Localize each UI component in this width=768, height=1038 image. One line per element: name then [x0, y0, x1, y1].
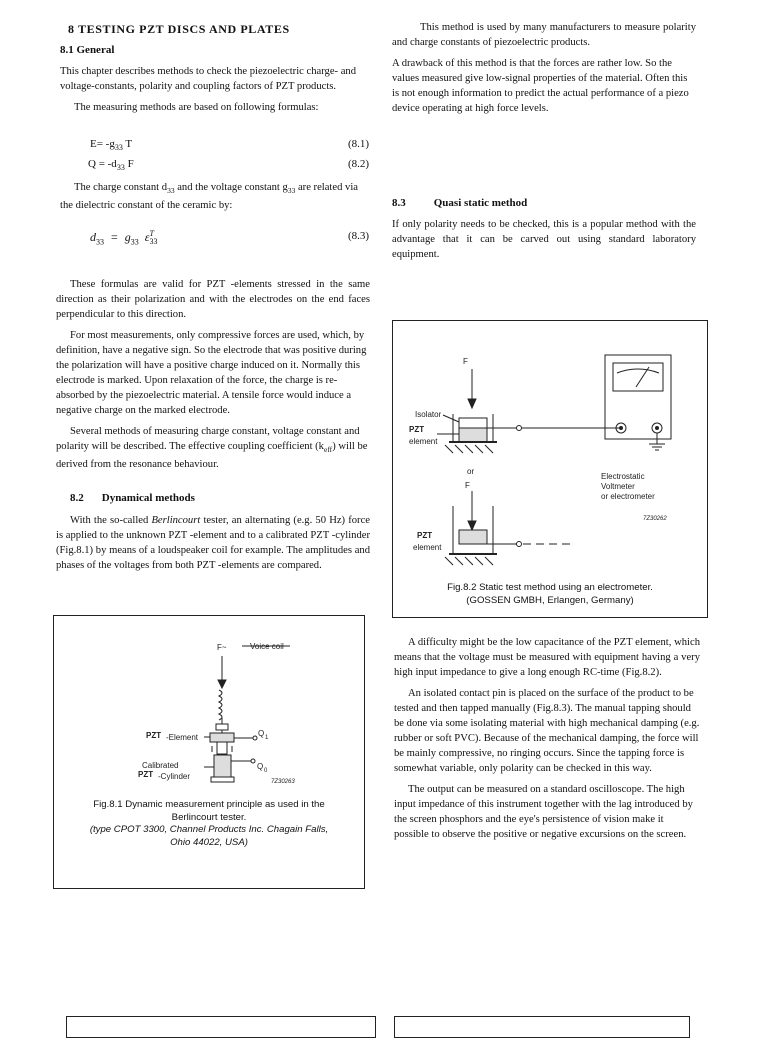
- pzt-element-block: [210, 733, 234, 742]
- fig81-code: 7Z30263: [271, 779, 295, 785]
- figure-8-1-diagram: [54, 616, 364, 796]
- left-column-berlincourt: [56, 513, 370, 579]
- equation-8-2: $Q = -d_{33}$ F: [88, 158, 134, 173]
- fig81-label-calibrated: Calibrated: [142, 761, 179, 770]
- fig82-label-element-bottom: element: [413, 543, 442, 552]
- paragraph-several-methods: Several methods of measuring charge constant, voltage constant and polarity will be described. The effective coupling coefficient $(k_{eff})$ will be derived from the resonance behaviour.: [56, 426, 368, 471]
- fig81-label-q1: Q: [258, 729, 265, 738]
- pzt-element-bottom: [459, 530, 487, 544]
- voice-coil-winding: [219, 690, 222, 720]
- fig82-label-electrostatic: Electrostatic: [601, 472, 645, 481]
- fig81-label-element: -Element: [166, 733, 199, 742]
- equation-number-8-3: (8.3): [348, 230, 370, 242]
- calibrated-cylinder-block: [214, 755, 231, 777]
- right-column-quasi: [392, 217, 696, 268]
- paragraph-valid: These formulas are valid for PZT -elements stressed in the same direction as their polarization and with the electrodes on the end faces perpendicular to this direction.: [56, 279, 370, 320]
- equation-number-8-1: (8.1): [348, 138, 370, 150]
- fig81-label-pzt-cylinder: PZT: [138, 770, 154, 779]
- next-figure-box-left: [66, 1016, 376, 1038]
- fig81-label-pzt-element: PZT: [146, 731, 162, 740]
- figure-8-1: [53, 615, 365, 889]
- equation-8-1: $E= -g_{33}$ T: [90, 138, 133, 153]
- fig82-label-f-top: F: [463, 357, 468, 366]
- paragraph-compressive: For most measurements, only compressive forces are used, which, by definition, have a negative sign. So the electrode that was positive during the polarization will have a positive charge induced on it. Normally this electrode is marked. Upon relaxation of the force, the charge is re-absorbed by the piezoelectric material. A tensile force would induce a negative charge on the marked electrode.: [56, 330, 367, 416]
- figure-8-2-caption: Fig.8.2 Static test method using an electrometer. (GOSSEN GMBH, Erlangen, Germany): [447, 582, 653, 606]
- equation-number-8-2: (8.2): [348, 158, 370, 170]
- left-column-body: [56, 277, 370, 478]
- pzt-element-top: [459, 428, 487, 442]
- paragraph-quasi-static: If only polarity needs to be checked, this is a popular method with the advantage that it can be carved out using standard laboratory equipment.: [392, 219, 696, 260]
- section-heading-dynamical: 8.2 Dynamical methods: [70, 492, 195, 504]
- fig81-label-q0: Q: [257, 762, 264, 771]
- paragraph-charge-constant: The charge constant $d_{33}$ and the voltage constant $g_{33}$ are related via the dielectric constant of the ceramic by:: [60, 182, 358, 212]
- fig82-label-element-top: element: [409, 437, 438, 446]
- fig81-label-cylinder: -Cylinder: [158, 772, 191, 781]
- figure-8-2: [392, 320, 708, 618]
- figure-8-1-caption: Fig.8.1 Dynamic measurement principle as used in the Berlincourt tester. (type CPOT 3300, Channel Products Inc. Chagain Falls, Ohio 44022, USA): [89, 799, 329, 848]
- paragraph-method-used: This method is used by many manufacturers to measure polarity and charge constants of piezoelectric products.: [392, 22, 696, 48]
- equation-8-3: $d_{33} = g_{33}$ ε T 33: [90, 229, 158, 247]
- chapter-heading: 8 TESTING PZT DISCS AND PLATES: [68, 22, 290, 36]
- paragraph-oscilloscope: The output can be measured on a standard oscilloscope. The high input impedance of this instrument together with the lag introduced by the screen phosphors and the eye's persistence of vision make it possible to observe the positive or negative excursions on the screen.: [394, 784, 693, 840]
- section-heading-general: 8.1 General: [60, 44, 115, 56]
- paragraph-difficulty: A difficulty might be the low capacitance of the PZT element, which means that the voltage must be measured with equipment having a very high input impedance to give a long enough RC-time (Fig.8.2).: [394, 637, 700, 678]
- section-heading-quasi-static: 8.3 Quasi static method: [392, 197, 528, 209]
- fig81-label-q1-sub: 1: [265, 735, 269, 741]
- fig81-label-q0-sub: 0: [264, 768, 268, 774]
- paragraph-formulas-intro: The measuring methods are based on following formulas:: [74, 102, 319, 113]
- fig82-label-pzt-top: PZT: [409, 425, 425, 434]
- fig82-label-pzt-bottom: PZT: [417, 531, 433, 540]
- figure-8-2-diagram: [393, 321, 707, 571]
- fig82-label-isolator: Isolator: [415, 410, 442, 419]
- fig82-label-or: or: [467, 467, 475, 476]
- fig81-label-voice-coil: Voice coil: [250, 642, 284, 651]
- fig81-label-f: F~: [217, 643, 227, 652]
- fig82-label-voltmeter: Voltmeter: [601, 482, 635, 491]
- left-column-top: [60, 64, 372, 121]
- fig82-code: 7Z30262: [643, 516, 667, 522]
- next-figure-box-right: [394, 1016, 690, 1038]
- fig82-label-electrometer: or electrometer: [601, 492, 655, 501]
- paragraph-drawback: A drawback of this method is that the forces are rather low. So the values measured give low-signal properties of the material. Often this is not enough information to predict the actual performance of a piezo device operating at high force levels.: [392, 58, 689, 114]
- right-column-body: [394, 635, 700, 848]
- paragraph-general: This chapter describes methods to check the piezoelectric charge- and voltage-constants, polarity and coupling factors of PZT products.: [60, 66, 357, 92]
- paragraph-berlincourt: With the so-called Berlincourt tester, an alternating (e.g. 50 Hz) force is applied to the unknown PZT -element and to a calibrated PZT -cylinder (Fig.8.1) by means of a loudspeaker coil for example. The amplitudes and phases of the voltages from both PZT -elements are compared.: [56, 515, 370, 571]
- right-column-top: [392, 20, 696, 122]
- fig82-label-f-bottom: F: [465, 481, 470, 490]
- paragraph-isolated-pin: An isolated contact pin is placed on the surface of the product to be tested and then tapped manually (Fig.8.3). The manual tapping should be done via some isolating material with high mechanical damping (e.g. rubber or soft PVC). Because of the mechanical damping, the force will be mainly compressive, no ringing occurs. Since the tapping force is somewhat variable, only polarity can be checked in this way.: [394, 688, 700, 774]
